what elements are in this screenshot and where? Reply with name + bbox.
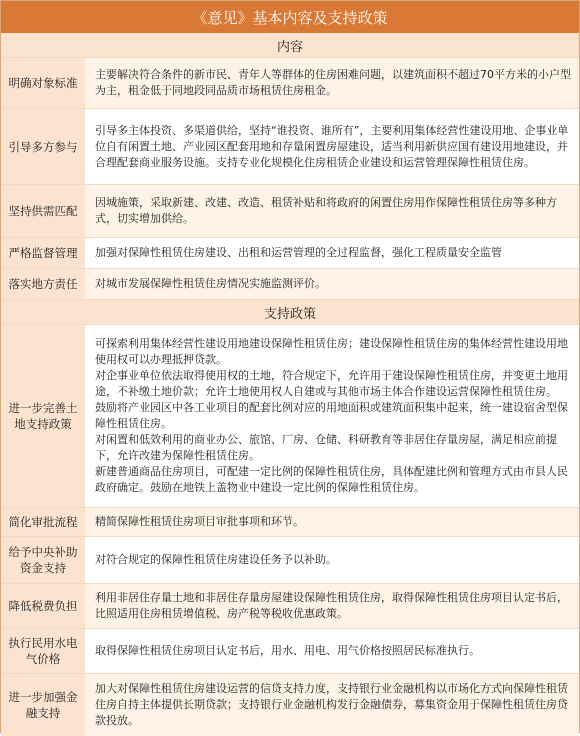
row-paragraph: 主要解决符合条件的新市民、青年人等群体的住房困难问题，以建筑面积不超过70平方米的小户型为主，租金低于同地段同品质市场租赁住房租金。 xyxy=(95,68,571,97)
row-paragraph: 引导多主体投资、多渠道供给，坚持“谁投资、谁所有”，主要利用集体经营性建设用地、企事业单位自有闲置土地、产业园区配套用地和存量闲置房屋建设，适当利用新供应国有建设用地建设，并合理配套商业服务设施。支持专业化规模化住房租赁企业建设和运营管理保障性租赁住房。 xyxy=(95,123,569,169)
row-label: 引导多方参与 xyxy=(1,109,85,184)
row-content xyxy=(85,674,579,736)
row-content xyxy=(85,629,579,673)
row-paragraph: 加大对保障性租赁住房建设运营的信贷支持力度，支持银行业金融机构以市场化方式向保障性租赁住房自持主体提供长期贷款；支持银行业金融机构发行金融债券，募集资金用于保障性租赁住房贷款投放。 xyxy=(95,682,568,727)
table-row xyxy=(1,325,579,508)
table-row xyxy=(1,584,579,629)
row-paragraph: 因城施策，采取新建、改建、改造、租赁补贴和将政府的闲置住房用作保障性租赁住房等多种方式，切实增加供给。 xyxy=(95,196,557,225)
row-label: 降低税费负担 xyxy=(1,584,85,628)
row-content xyxy=(85,537,579,583)
row-paragraph: 可探索利用集体经营性建设用地建设保障性租赁住房；建设保障性租赁住房的集体经营性建设用地使用权可以办理抵押贷款。 xyxy=(95,337,568,366)
table-row xyxy=(1,269,579,300)
table-row xyxy=(1,109,579,185)
row-content xyxy=(85,109,579,184)
row-paragraph: 对企事业单位依法取得使用权的土地，符合规定下，允许用于建设保障性租赁住房，并变更土地用途，不补缴土地价款；允许土地使用权人自建或与其他市场主体合作建设运营保障性租赁住房。 xyxy=(95,369,568,398)
row-label: 进一步加强金融支持 xyxy=(1,674,85,736)
section-header-policy: 支持政策 xyxy=(1,300,579,325)
table-row xyxy=(1,58,579,109)
row-paragraph: 对符合规定的保障性租赁住房建设任务予以补助。 xyxy=(95,553,337,566)
row-content xyxy=(85,238,579,268)
row-content xyxy=(85,508,579,536)
row-paragraph: 鼓励将产业园区中各工业项目的配套比例对应的用地面积或建筑面积集中起来，统一建设宿舍型保障性租赁住房。 xyxy=(95,401,568,430)
row-label: 进一步完善土地支持政策 xyxy=(1,325,85,507)
table-row xyxy=(1,629,579,674)
table-row xyxy=(1,674,579,736)
row-paragraph: 新建普通商品住房项目，可配建一定比例的保障性租赁住房，具体配建比例和管理方式由市县人民政府确定。鼓励在地铁上盖物业中建设一定比例的保障性租赁住房。 xyxy=(95,465,568,494)
row-content xyxy=(85,185,579,237)
row-label: 落实地方责任 xyxy=(1,269,85,299)
row-label: 简化审批流程 xyxy=(1,508,85,536)
table-row xyxy=(1,508,579,537)
row-paragraph: 对城市发展保障性租赁住房情况实施监测评价。 xyxy=(95,277,326,290)
row-label: 严格监督管理 xyxy=(1,238,85,268)
row-content xyxy=(85,584,579,628)
row-content xyxy=(85,325,579,507)
row-paragraph: 对闲置和低效利用的商业办公、旅馆、厂房、仓储、科研教育等非居住存量房屋，满足相应前提下，允许改建为保障性租赁住房。 xyxy=(95,433,557,462)
row-label: 给予中央补助资金支持 xyxy=(1,537,85,583)
row-paragraph: 精简保障性租赁住房项目审批事项和环节。 xyxy=(95,515,304,528)
table-title: 《意见》基本内容及支持政策 xyxy=(1,1,579,33)
row-paragraph: 利用非居住存量土地和非居住存量房屋建设保障性租赁住房，取得保障性租赁住房项目认定书后，比照适用住房租赁增值税、房产税等税收优惠政策。 xyxy=(95,591,568,620)
row-paragraph: 加强对保障性租赁住房建设、出租和运营管理的全过程监督，强化工程质量安全监管 xyxy=(95,246,502,259)
row-label: 坚持供需匹配 xyxy=(1,185,85,237)
table-row xyxy=(1,537,579,584)
row-content xyxy=(85,269,579,299)
row-content xyxy=(85,58,579,108)
table-row xyxy=(1,185,579,238)
row-label: 执行民用水电气价格 xyxy=(1,629,85,673)
row-label: 明确对象标准 xyxy=(1,58,85,108)
table-row xyxy=(1,238,579,269)
section-header-content: 内容 xyxy=(1,33,579,58)
row-paragraph: 取得保障性租赁住房项目认定书后，用水、用电、用气价格按照居民标准执行。 xyxy=(95,644,480,657)
